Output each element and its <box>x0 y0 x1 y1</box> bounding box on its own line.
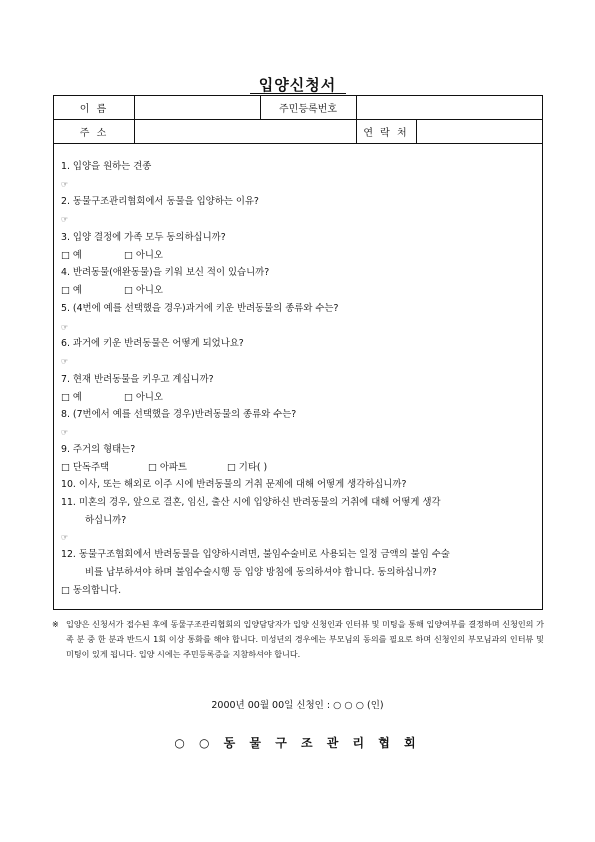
title-underline <box>250 93 346 94</box>
name-field[interactable] <box>134 96 260 119</box>
header-bottom-divider <box>54 143 542 144</box>
answer-mark-2[interactable]: ☞ <box>61 215 69 224</box>
question-3-options <box>61 250 163 262</box>
question-5: 5. (4번에 예를 선택했을 경우)과거에 키운 반려동물의 종류와 수는? <box>61 303 339 314</box>
question-10: 10. 이사, 또는 해외로 이주 시에 반려동물의 거취 문제에 대해 어떻게 생각하십니까? <box>61 479 407 490</box>
answer-mark-1[interactable]: ☞ <box>61 180 69 189</box>
contact-label: 연 락 처 <box>363 127 409 139</box>
question-9-options <box>61 462 267 474</box>
question-12-options <box>61 585 121 597</box>
q12-agree-checkbox[interactable]: □ 동의합니다. <box>61 585 122 596</box>
notice-mark: ※ <box>52 619 59 629</box>
question-9: 9. 주거의 형태는? <box>61 444 136 455</box>
q7-no-checkbox[interactable]: □ 아니오 <box>123 392 163 403</box>
notice-text: 입양은 신청서가 접수된 후에 동물구조관리협회의 입양담당자가 입양 신청인과 인터뷰 및 미팅을 통해 입양여부를 결정하며 신청인의 가족 분 중 한 분과 반드시 1회 이상 통화를 해야 합니다. 미성년의 경우에는 부모님의 동의를 필요로 하며 신청인의 부모님과의 인터뷰 및 미팅이 있게 됩니다. 입양 시에는 주민등록증을 지참하셔야 합니다. <box>66 619 544 659</box>
question-12-line-1: 12. 동물구조협회에서 반려동물을 입양하시려면, 불임수술비로 사용되는 일정 금액의 불임 수술 <box>61 549 450 560</box>
application-form <box>53 95 543 610</box>
question-11-line-1: 11. 미혼의 경우, 앞으로 결혼, 임신, 출산 시에 입양하신 반려동물의 거취에 대해 어떻게 생각 <box>61 497 441 508</box>
organization-name: ○ ○ 동 물 구 조 관 리 협 회 <box>174 736 421 750</box>
form-title: 입양신청서 <box>258 76 337 94</box>
answer-mark-6[interactable]: ☞ <box>61 357 69 366</box>
name-label: 이 름 <box>79 104 109 115</box>
q4-yes-checkbox[interactable]: □ 예 <box>61 285 82 296</box>
question-12-line-2: 비를 납부하셔야 하며 불임수술시행 등 입양 방침에 동의하셔야 합니다. 동의하십니까? <box>85 567 437 578</box>
q9-house-checkbox[interactable]: □ 단독주택 <box>61 462 110 473</box>
question-3: 3. 입양 결정에 가족 모두 동의하십니까? <box>61 232 226 243</box>
question-11-line-2: 하십니까? <box>85 515 127 526</box>
signature-line: 2000년 00월 00일 신청인 : ○ ○ ○ (인) <box>211 700 384 711</box>
question-6: 6. 과거에 키운 반려동물은 어떻게 되었나요? <box>61 338 244 349</box>
rrn-field[interactable] <box>356 96 542 119</box>
q7-yes-checkbox[interactable]: □ 예 <box>61 392 82 403</box>
question-1: 1. 입양을 원하는 견종 <box>61 161 152 172</box>
q3-yes-checkbox[interactable]: □ 예 <box>61 250 82 261</box>
question-2: 2. 동물구조관리협회에서 동물을 입양하는 이유? <box>61 196 259 207</box>
answer-mark-8[interactable]: ☞ <box>61 428 69 437</box>
question-7-options <box>61 392 163 404</box>
rrn-label: 주민등록번호 <box>279 104 337 115</box>
question-7: 7. 현재 반려동물을 키우고 계십니까? <box>61 374 214 385</box>
q3-no-checkbox[interactable]: □ 아니오 <box>123 250 163 261</box>
q4-no-checkbox[interactable]: □ 아니오 <box>123 285 163 296</box>
answer-mark-11[interactable]: ☞ <box>61 533 69 542</box>
question-4: 4. 반려동물(애완동물)을 키워 보신 적이 있습니까? <box>61 267 270 278</box>
address-label: 주 소 <box>79 127 109 139</box>
answer-mark-5[interactable]: ☞ <box>61 323 69 332</box>
question-4-options <box>61 285 163 297</box>
q9-other-checkbox[interactable]: □ 기타( ) <box>226 462 268 473</box>
question-8: 8. (7번에서 예를 선택했을 경우)반려동물의 종류와 수는? <box>61 409 297 420</box>
address-field[interactable] <box>134 119 356 143</box>
contact-field[interactable] <box>416 119 542 143</box>
q9-apartment-checkbox[interactable]: □ 아파트 <box>147 462 187 473</box>
